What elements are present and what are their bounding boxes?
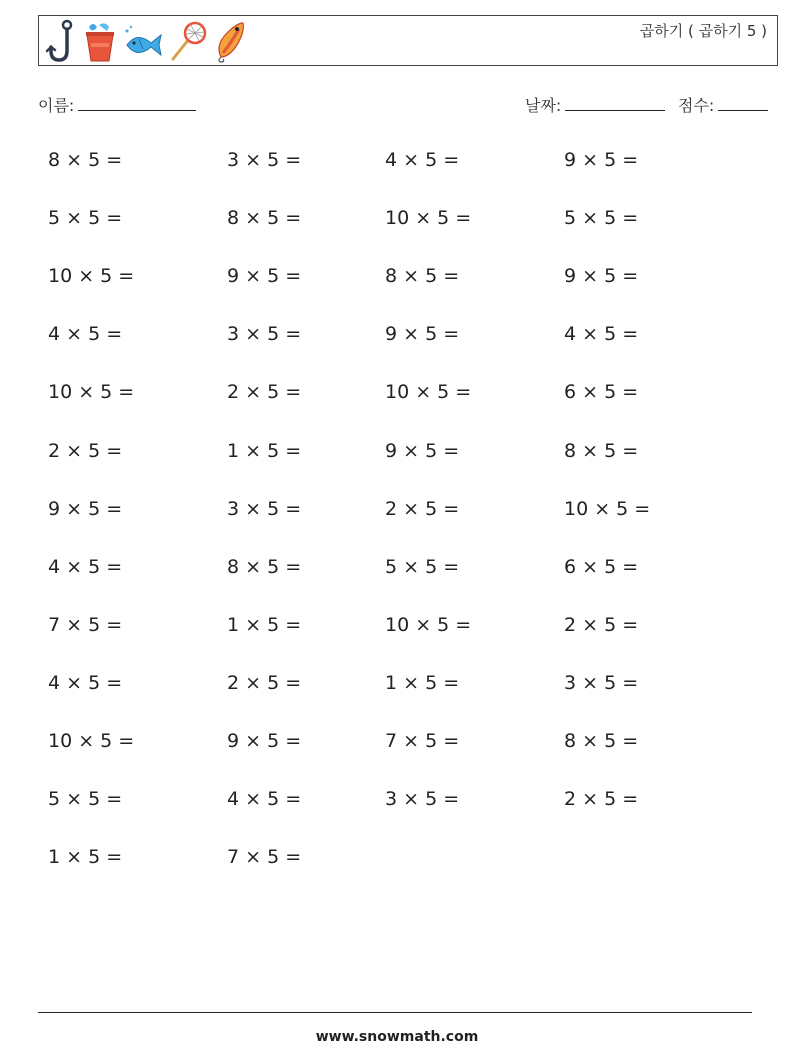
problem-item: 5 × 5 = xyxy=(48,207,123,230)
problem-item: 1 × 5 = xyxy=(385,671,460,694)
problem-item: 5 × 5 = xyxy=(48,788,123,811)
problem-item: 6 × 5 = xyxy=(564,381,639,404)
problem-item: 2 × 5 = xyxy=(564,788,639,811)
problem-item: 9 × 5 = xyxy=(385,439,460,462)
problem-item: 2 × 5 = xyxy=(227,671,302,694)
problem-item: 3 × 5 = xyxy=(564,671,639,694)
problem-item: 4 × 5 = xyxy=(48,323,123,346)
problem-item: 7 × 5 = xyxy=(385,730,460,752)
name-blank[interactable] xyxy=(78,94,196,111)
footer-url: www.snowmath.com xyxy=(315,1029,479,1045)
problem-item: 7 × 5 = xyxy=(227,846,302,869)
problem-item: 4 × 5 = xyxy=(48,555,123,578)
bait-bucket-icon xyxy=(83,19,117,63)
problem-item: 2 × 5 = xyxy=(48,439,123,462)
problem-item: 9 × 5 = xyxy=(385,323,460,346)
problem-item: 8 × 5 = xyxy=(385,265,460,288)
problem-item: 8 × 5 = xyxy=(227,207,302,230)
problem-item: 9 × 5 = xyxy=(564,265,639,288)
problem-item: 1 × 5 = xyxy=(227,613,302,636)
date-label: 날짜: xyxy=(525,96,562,115)
problem-item: 8 × 5 = xyxy=(564,439,639,462)
problem-item: 9 × 5 = xyxy=(227,265,302,288)
problem-item: 10 × 5 = xyxy=(385,207,472,230)
problem-item: 5 × 5 = xyxy=(564,207,639,230)
problem-item: 6 × 5 = xyxy=(564,555,639,578)
problem-item: 9 × 5 = xyxy=(48,497,123,520)
problem-item: 5 × 5 = xyxy=(385,555,460,578)
problem-item: 4 × 5 = xyxy=(48,671,123,694)
problem-item: 10 × 5 = xyxy=(564,497,651,520)
problem-item: 1 × 5 = xyxy=(227,439,302,462)
problem-item: 4 × 5 = xyxy=(564,323,639,346)
problem-item: 3 × 5 = xyxy=(227,323,302,346)
footer-divider xyxy=(38,1012,752,1013)
worksheet-title: 곱하기 ( 곱하기 5 ) xyxy=(639,22,767,40)
fish-icon xyxy=(123,19,163,63)
fishing-lure-icon xyxy=(213,19,249,63)
score-field xyxy=(678,93,768,116)
fish-hook-icon xyxy=(45,19,77,63)
problem-item: 10 × 5 = xyxy=(48,265,135,288)
problem-item: 10 × 5 = xyxy=(48,381,135,404)
problem-item: 4 × 5 = xyxy=(385,149,460,171)
problem-item: 4 × 5 = xyxy=(227,788,302,811)
name-field xyxy=(38,93,196,116)
problem-item: 3 × 5 = xyxy=(227,497,302,520)
fishing-net-icon xyxy=(169,19,207,63)
score-label: 점수: xyxy=(678,96,715,115)
problem-item: 1 × 5 = xyxy=(48,846,123,869)
problem-item: 10 × 5 = xyxy=(385,381,472,404)
problem-item: 10 × 5 = xyxy=(385,613,472,636)
problem-item: 10 × 5 = xyxy=(48,730,135,752)
problem-item: 3 × 5 = xyxy=(385,788,460,811)
name-label: 이름: xyxy=(38,96,75,115)
worksheet-header xyxy=(38,15,778,66)
problem-item: 2 × 5 = xyxy=(227,381,302,404)
problem-item: 2 × 5 = xyxy=(385,497,460,520)
problem-item: 2 × 5 = xyxy=(564,613,639,636)
problem-item: 7 × 5 = xyxy=(48,613,123,636)
problem-item: 3 × 5 = xyxy=(227,149,302,171)
problem-item: 8 × 5 = xyxy=(48,149,123,171)
date-field xyxy=(525,93,665,116)
score-blank[interactable] xyxy=(718,94,768,111)
problem-item: 9 × 5 = xyxy=(564,149,639,171)
date-blank[interactable] xyxy=(565,94,665,111)
problem-item: 8 × 5 = xyxy=(227,555,302,578)
header-icons xyxy=(45,18,249,64)
problem-item: 8 × 5 = xyxy=(564,730,639,752)
problem-item: 9 × 5 = xyxy=(227,730,302,752)
